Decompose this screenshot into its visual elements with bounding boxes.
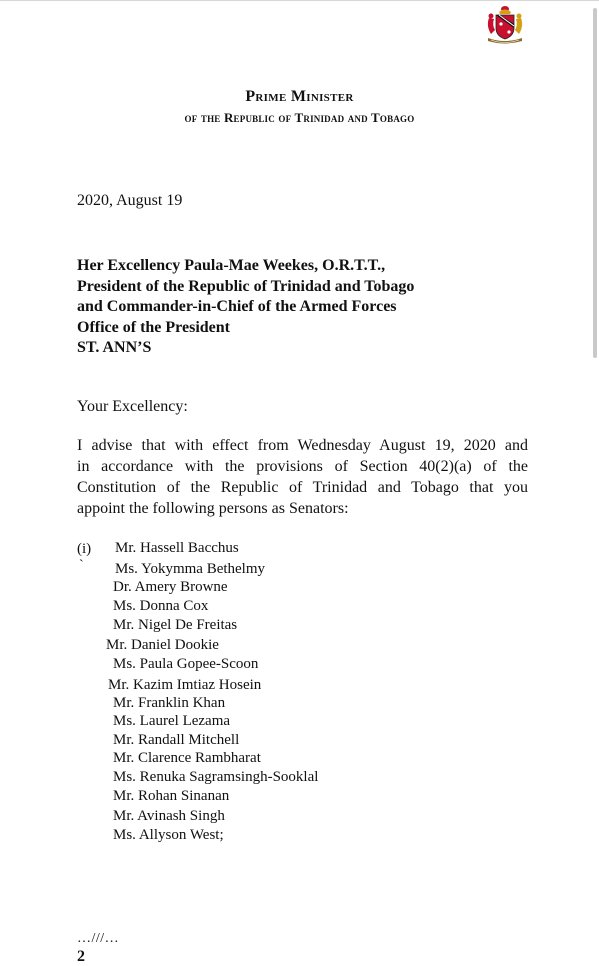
senator-name: Mr. Daniel Dookie [106,637,219,653]
scrollbar[interactable] [593,8,597,358]
letter-date: 2020, August 19 [77,192,183,209]
coat-of-arms-icon [483,4,527,46]
addressee-line: Her Excellency Paula-Mae Weekes, O.R.T.T., [77,257,386,274]
senator-name: Ms. Yokymma Bethelmy [115,561,266,577]
body-line: in accordance with the provisions of Section 40(2)(a) of the [77,458,528,475]
addressee-line: President of the Republic of Trinidad and Tobago [77,277,415,295]
list-marker: (i) [77,541,92,557]
page-number: 2 [77,948,85,965]
addressee-line: ST. ANN’S [77,339,152,356]
senator-name: Mr. Clarence Rambharat [113,750,261,766]
senator-name: Ms. Paula Gopee-Scoon [113,656,259,672]
senator-name: Ms. Laurel Lezama [113,713,231,729]
senator-name: Dr. Amery Browne [113,579,228,595]
top-border [0,0,599,1]
salutation: Your Excellency: [77,398,188,415]
stray-mark: ` [79,558,84,573]
page-title: Prime Minister [245,88,354,105]
page-subtitle: of the Republic of Trinidad and Tobago [184,110,415,125]
continuation-mark: …///… [77,931,120,946]
senator-name: Mr. Hassell Bacchus [115,540,239,556]
senator-name: Mr. Kazim Imtiaz Hosein [108,677,262,693]
body-paragraph [77,435,528,519]
senator-name: Ms. Donna Cox [113,598,209,614]
addressee-line: and Commander-in-Chief of the Armed Forces [77,298,397,315]
addressee-line: Office of the President [77,318,230,336]
senator-name: Mr. Nigel De Freitas [113,617,238,633]
senator-name: Mr. Rohan Sinanan [113,788,230,804]
body-line: appoint the following persons as Senators: [77,500,349,517]
addressee-block [77,256,414,359]
senator-name: Mr. Randall Mitchell [113,732,240,748]
body-line: Constitution of the Republic of Trinidad and Tobago that you [77,479,528,496]
senator-name: Mr. Avinash Singh [113,808,225,824]
senator-name: Mr. Franklin Khan [113,695,226,711]
body-line: I advise that with effect from Wednesday August 19, 2020 and [77,437,528,454]
senator-name: Ms. Renuka Sagramsingh-Sooklal [113,769,319,785]
senator-name: Ms. Allyson West; [113,827,224,843]
